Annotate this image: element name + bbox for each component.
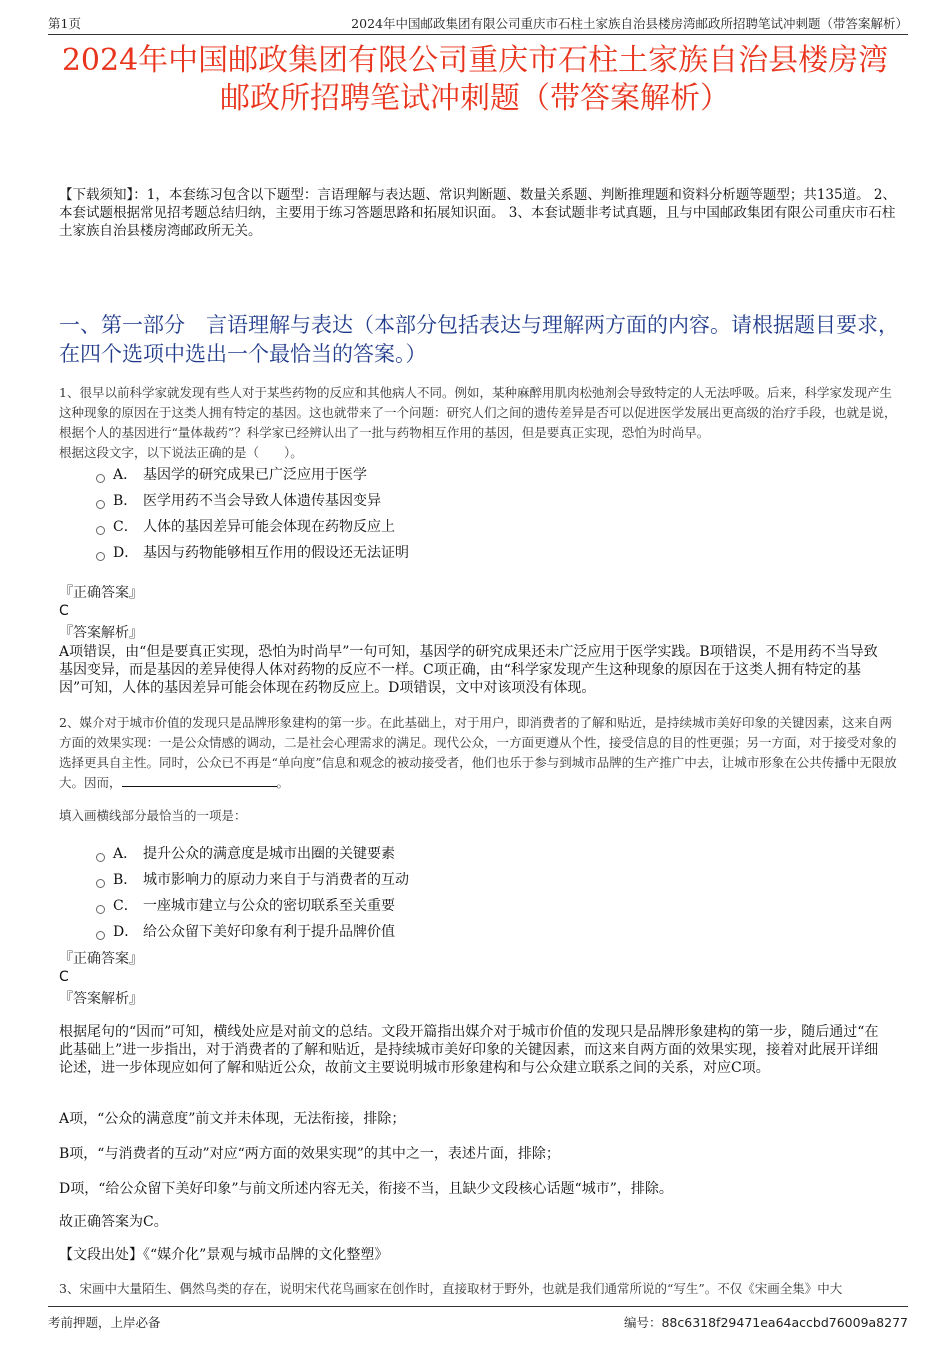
q2-analysis: 根据尾句的“因而”可知，横线处应是对前文的总结。文段开篇指出媒介对于城市价值的发现只是品牌形象建构的第一步，随后通过“在此基础上”进一步指出，对于消费者的了解和贴近，是持续城市美好印象的关键因素，而这来自两方面的效果实现，接着对此展开详细论述，进一步体现应如何了解和贴近公众，故前文主要说明城市形象建构和与公众建立联系之间的关系，对应C项。: [59, 1024, 879, 1076]
question-1-options: [96, 462, 409, 566]
radio-icon[interactable]: [96, 905, 105, 914]
page-number: 第1页: [48, 16, 81, 31]
radio-icon[interactable]: [96, 526, 105, 535]
section-heading: 一、第一部分 言语理解与表达（本部分包括表达与理解两方面的内容。请根据题目要求，在四个选项中选出一个最恰当的答案。）: [59, 313, 899, 366]
q1-option-d[interactable]: D． 基因与药物能够相互作用的假设还无法证明: [96, 540, 409, 566]
q1-correct-answer: C: [59, 603, 69, 619]
radio-icon[interactable]: [96, 853, 105, 862]
question-3-text: 3、宋画中大量陌生、偶然鸟类的存在，说明宋代花鸟画家在创作时，直接取材于野外，也就是我们通常所说的“写生”。不仅《宋画全集》中大: [59, 1281, 843, 1296]
q2-source: 【文段出处】《“媒介化”景观与城市品牌的文化整塑》: [59, 1247, 389, 1263]
q2-analysis-option-a: A项，“公众的满意度”前文并未体现，无法衔接，排除；: [59, 1111, 406, 1127]
radio-icon[interactable]: [96, 500, 105, 509]
download-notice: 【下载须知】：1，本套练习包含以下题型：言语理解与表达题、常识判断题、数量关系题、判断推理题和资料分析题等题型；共135道。 2、本套试题根据常见招考题总结归纳，主要用于练习答题思路和拓展知识面。 3、本套试题非考试真题，且与中国邮政集团有限公司重庆市石柱土家族自治县楼房湾邮政所无关。: [59, 187, 896, 239]
q2-analysis-option-d: D项，“给公众留下美好印象”与前文所述内容无关，衔接不当，且缺少文段核心话题“城市”，排除。: [59, 1181, 673, 1197]
q2-analysis-label: 『答案解析』: [59, 991, 143, 1007]
question-2-options: [96, 841, 409, 945]
q2-correct-answer: C: [59, 969, 69, 985]
q1-analysis-label: 『答案解析』: [59, 625, 143, 641]
q2-option-b[interactable]: B． 城市影响力的原动力来自于与消费者的互动: [96, 867, 409, 893]
document-code: 编号：88c6318f29471ea64accbd76009a8277: [623, 1315, 908, 1330]
document-title: [40, 42, 910, 118]
q2-conclusion: 故正确答案为C。: [59, 1214, 168, 1230]
q1-option-a[interactable]: A． 基因学的研究成果已广泛应用于医学: [96, 462, 409, 488]
q2-option-d[interactable]: D． 给公众留下美好印象有利于提升品牌价值: [96, 919, 409, 945]
q2-correct-answer-label: 『正确答案』: [59, 951, 143, 967]
title-line-1: 2024年中国邮政集团有限公司重庆市石柱土家族自治县楼房湾: [61, 43, 889, 78]
page-header: [48, 12, 908, 35]
q1-analysis: A项错误，由“但是要真正实现，恐怕为时尚早”一句可知，基因学的研究成果还未广泛应用于医学实践。B项错误，不是用药不当导致基因变异，而是基因的差异使得人体对药物的反应不一样。C项正确，由“科学家发现产生这种现象的原因在于这类人拥有特定的基因”可知，人体的基因差异可能会体现在药物反应上。D项错误，文中对该项没有体现。: [59, 644, 878, 696]
radio-icon[interactable]: [96, 552, 105, 561]
q1-correct-answer-label: 『正确答案』: [59, 585, 143, 601]
question-1-text: [59, 383, 899, 463]
question-1-ask: 根据这段文字，以下说法正确的是（ ）。: [59, 445, 303, 460]
q2-option-c[interactable]: C． 一座城市建立与公众的密切联系至关重要: [96, 893, 409, 919]
q1-option-c[interactable]: C． 人体的基因差异可能会体现在药物反应上: [96, 514, 409, 540]
radio-icon[interactable]: [96, 474, 105, 483]
title-line-2: 邮政所招聘笔试冲刺题（带答案解析）: [220, 81, 730, 116]
question-2-ask: 填入画横线部分最恰当的一项是：: [59, 808, 247, 823]
question-2-body: 2、媒介对于城市价值的发现只是品牌形象建构的第一步。在此基础上，对于用户，即消费者的了解和贴近，是持续城市美好印象的关键因素，这来自两方面的效果实现：一是公众情感的调动，二是社会心理需求的满足。现代公众，一方面更遵从个性，接受信息的目的性更强；另一方面，对于接受对象的选择更具自主性。同时，公众已不再是“单向度”信息和观念的被动接受者，他们也乐于参与到城市品牌的生产推广中去，让城市形象在公共传播中无限放大。因而，: [59, 715, 897, 790]
footer-slogan: 考前押题，上岸必备: [48, 1315, 161, 1330]
question-1-body: 1、很早以前科学家就发现有些人对于某些药物的反应和其他病人不同。例如，某种麻醉用肌肉松弛剂会导致特定的人无法呼吸。后来，科学家发现产生这种现象的原因在于这类人拥有特定的基因。这也就带来了一个问题：研究人们之间的遗传差异是否可以促进医学发展出更高级的治疗手段，也就是说，根据个人的基因进行“量体裁药”？科学家已经辨认出了一批与药物相互作用的基因，但是要真正实现，恐怕为时尚早。: [59, 385, 897, 440]
page-footer: [48, 1306, 908, 1333]
q1-option-b[interactable]: B． 医学用药不当会导致人体遗传基因变异: [96, 488, 409, 514]
q2-option-a[interactable]: A． 提升公众的满意度是城市出圈的关键要素: [96, 841, 409, 867]
question-2-text: 2、媒介对于城市价值的发现只是品牌形象建构的第一步。在此基础上，对于用户，即消费者的了解和贴近，是持续城市美好印象的关键因素，这来自两方面的效果实现：一是公众情感的调动，二是社会心理需求的满足。现代公众，一方面更遵从个性，接受信息的目的性更强；另一方面，对于接受对象的选择更具自主性。同时，公众已不再是“单向度”信息和观念的被动接受者，他们也乐于参与到城市品牌的生产推广中去，让城市形象在公共传播中无限放大。因而， 。: [59, 715, 897, 790]
radio-icon[interactable]: [96, 931, 105, 940]
header-title: 2024年中国邮政集团有限公司重庆市石柱土家族自治县楼房湾邮政所招聘笔试冲刺题（带答案解析）: [351, 16, 908, 31]
q2-analysis-option-b: B项，“与消费者的互动”对应“两方面的效果实现”的其中之一，表述片面，排除；: [59, 1146, 560, 1162]
fill-blank-line: [122, 774, 277, 787]
radio-icon[interactable]: [96, 879, 105, 888]
